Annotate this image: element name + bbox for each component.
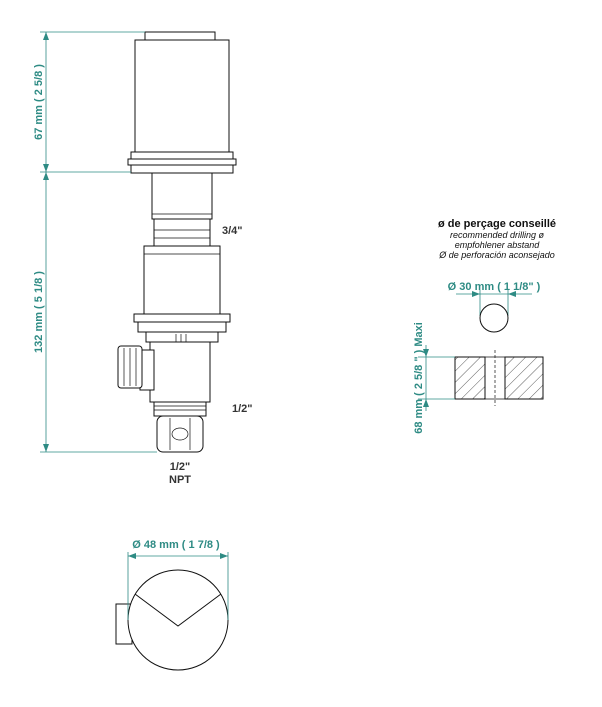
drilling-note-en: recommended drilling ø — [449, 230, 545, 240]
drilling-note-es: Ø de perforación aconsejado — [439, 250, 555, 260]
thread-label-npt: NPT — [169, 474, 191, 486]
dimension-top-height — [33, 32, 145, 172]
drilling-note-title: ø de perçage conseillé — [438, 218, 556, 230]
drill-diameter-label: Ø 30 mm ( 1 1/8" ) — [447, 281, 541, 293]
thread-label-bottom: 1/2" — [169, 461, 191, 473]
drill-hole-view — [448, 281, 541, 332]
max-thickness-label: 68 mm ( 2 5/8 " ) Maxi — [413, 322, 425, 434]
valve-top-view — [116, 570, 228, 670]
top-height-label: 67 mm ( 2 5/8 ) — [33, 64, 45, 140]
drilling-note-de: empfohlener abstand — [454, 240, 540, 250]
thread-label-lower: 1/2" — [232, 403, 253, 415]
valve-side-view — [118, 32, 236, 452]
drilling-note — [438, 218, 556, 260]
dimension-body-height — [33, 172, 157, 452]
panel-section-view — [413, 322, 543, 434]
diameter-48-label: Ø 48 mm ( 1 7/8 ) — [132, 539, 220, 551]
body-height-label: 132 mm ( 5 1/8 ) — [33, 271, 45, 353]
thread-label-upper: 3/4" — [222, 225, 243, 237]
